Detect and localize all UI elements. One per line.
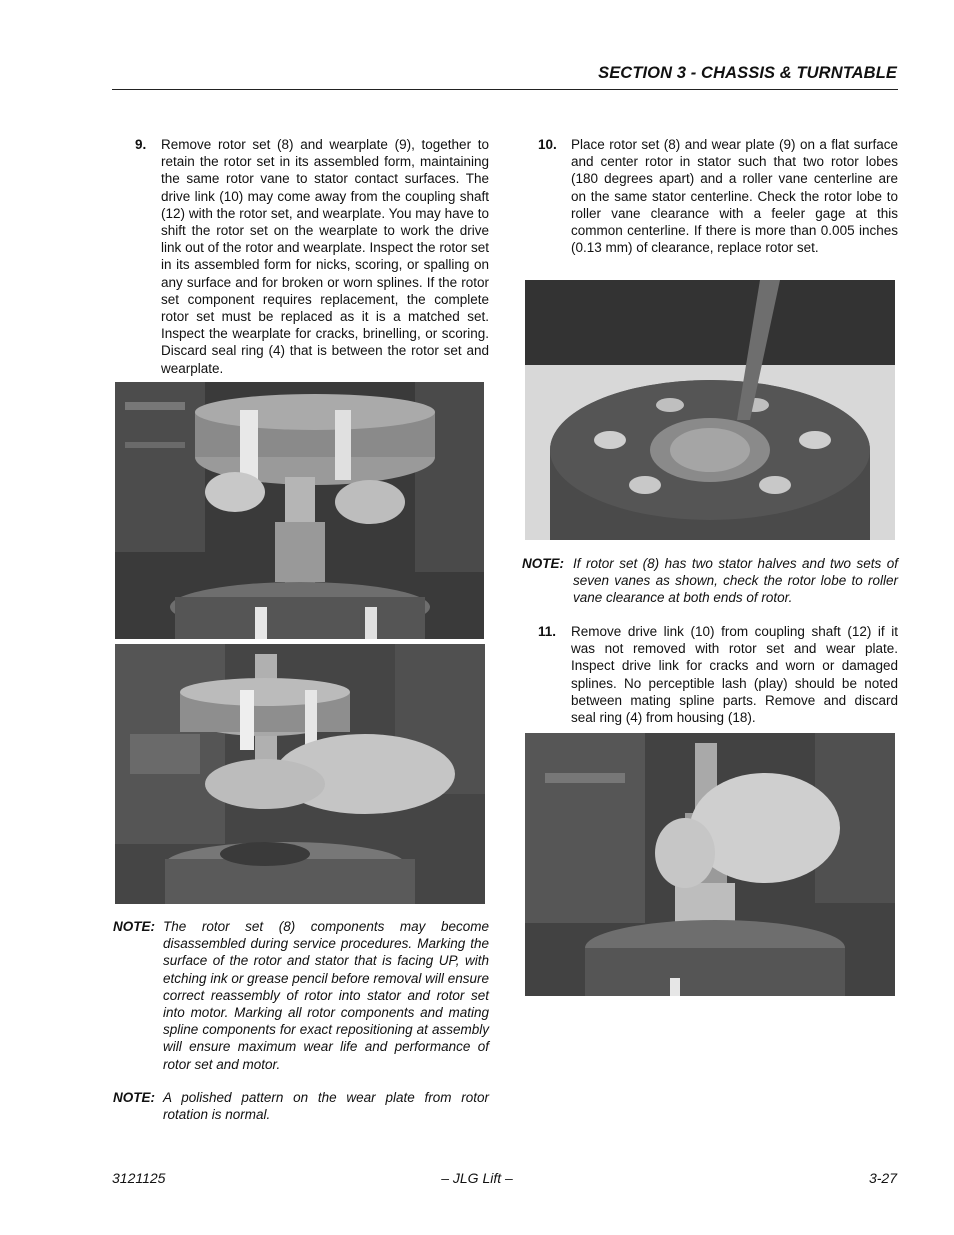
step-number: 11. [538, 624, 557, 639]
note-stator-halves [522, 555, 898, 609]
photo-drive-link-inspection [525, 733, 895, 996]
page-header-title: SECTION 3 - CHASSIS & TURNTABLE [598, 64, 897, 82]
footer-doc-number: 3121125 [112, 1170, 166, 1186]
step-number: 10. [538, 137, 557, 152]
photo-rotor-clearance-check [525, 280, 895, 540]
step-text: Remove drive link (10) from coupling shaft (12) if it was not removed with rotor set and wear plate. Inspect drive link for cracks and worn or damaged splines. No perceptible lash (play) should be noted between mating spline parts. Remove and discard seal ring (4) from housing (18). [571, 624, 898, 726]
step-text: Remove rotor set (8) and wearplate (9), together to retain the rotor set in its assembled form, maintaining the same rotor vane to stator contact surfaces. The drive link (10) may come away from the coupling shaft (12) with the rotor set, and wearplate. You may have to shift the rotor set on the wearplate to work the drive link out of the rotor and wearplate. Inspect the rotor set in its assembled form for nicks, scoring, or spalling on any surface and for broken or worn splines. If the rotor set component requires replacement, the complete rotor set must be replaced as it is a matched set. Inspect the wearplate for cracks, brinelling, or scoring. Discard seal ring (4) that is between the rotor set and wearplate. [161, 137, 489, 376]
photo-rotor-set-removal [115, 382, 484, 639]
photo-drive-link-removal [115, 644, 485, 904]
note-polished-pattern [113, 1089, 489, 1125]
note-text: The rotor set (8) components may become disassembled during service procedures. Marking the surface of the rotor and stator that is facing UP, with etching ink or grease pencil before removal will ensure correct reassembly of rotor into stator and rotor set into motor. Marking all rotor components and mating spline components for exact repositioning at assembly will ensure maximum wear life and performance of rotor set and motor. [163, 919, 489, 1072]
footer-page-number: 3-27 [868, 1170, 897, 1186]
step-11 [538, 623, 898, 727]
note-label: NOTE: [113, 1090, 155, 1105]
step-9 [135, 136, 489, 376]
step-text: Place rotor set (8) and wear plate (9) on a flat surface and center rotor in stator such that two rotor lobes (180 degrees apart) and a roller vane centerline are on the same stator centerline. Check the rotor lobe to roller vane clearance with a feeler gage at this common centerline. If there is more than 0.005 inches (0.13 mm) of clearance, replace rotor set. [571, 137, 898, 256]
step-10 [538, 136, 898, 276]
note-label: NOTE: [113, 919, 155, 934]
note-label: NOTE: [522, 556, 564, 571]
note-rotor-marking [113, 918, 489, 1074]
note-text: If rotor set (8) has two stator halves and two sets of seven vanes as shown, check the rotor lobe to roller vane clearance at both ends of rotor. [573, 556, 898, 606]
header-rule [112, 89, 898, 90]
note-text: A polished pattern on the wear plate from rotor rotation is normal. [163, 1090, 489, 1123]
footer-center: – JLG Lift – [441, 1170, 513, 1186]
step-number: 9. [135, 137, 147, 152]
